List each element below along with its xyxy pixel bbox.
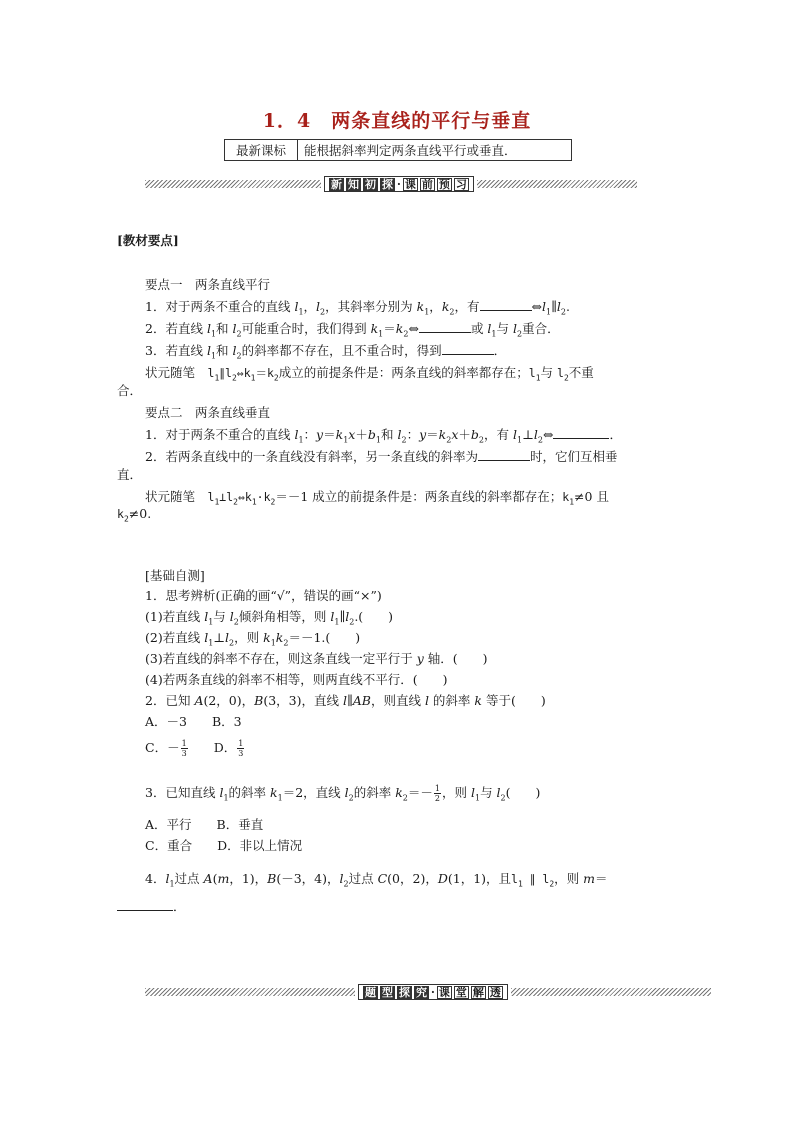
- banner-char: 预: [438, 177, 450, 191]
- q4-stem: 4．$l_1$过点 A(m，1)，B(－3，4)，$l_2$过点 C(0，2)，D(1，1)，且$l_1$ ∥ $l_2$，则 m＝: [145, 871, 608, 889]
- banner-char: 究: [416, 985, 427, 999]
- point-one-note: 状元随笔 $l_1\parallel l_2\Leftrightarrow k_1=k_2$成立的前提条件是：两条直线的斜率都存在；$l_1$与 $l_2$不重: [145, 365, 594, 383]
- banner-char: 课: [404, 177, 416, 191]
- curriculum-standard-table: [224, 139, 572, 161]
- point-one-note-cont: 合．: [117, 383, 143, 398]
- q3-option-a[interactable]: A．平行: [145, 817, 192, 832]
- fill-blank: [553, 426, 609, 439]
- banner-char: 探: [399, 985, 410, 999]
- q3-options-cd: [145, 836, 302, 854]
- banner-char: 知: [348, 177, 359, 191]
- q2-option-a[interactable]: A．－3: [145, 714, 187, 729]
- point-two-heading: 要点二 两条直线垂直: [145, 405, 271, 420]
- section-banner-explore: [145, 985, 745, 999]
- point-one-item-2: 2．若直线 $l_1$和 $l_2$可能重合时，我们得到 $k_1=k_2\Leftrightarrow$ 或 $l_1$与 $l_2$重合．: [145, 321, 560, 339]
- banner-hatch-right: [511, 988, 711, 996]
- q3-stem: 3．已知直线 $l_1$的斜率 $k_1=2$，直线 $l_2$的斜率 $k_2=-$ $\frac{1}{2}$ ，则 $l_1$与 $l_2$( ): [145, 784, 541, 803]
- q2-option-d[interactable]: D． $\frac{1}{3}$: [213, 739, 244, 758]
- banner-label: [324, 176, 474, 192]
- fill-blank: [117, 898, 173, 911]
- banner-dot: ·: [397, 177, 401, 191]
- self-test-heading: [基础自测]: [145, 568, 205, 583]
- point-one-item-3: 3．若直线 $l_1$和 $l_2$的斜率都不存在，且不重合时，得到 ．: [145, 343, 507, 361]
- banner-char: 新: [331, 177, 342, 191]
- standard-label: 最新课标: [225, 140, 298, 160]
- q1-item-4: (4)若两条直线的斜率不相等，则两直线不平行．( ): [145, 672, 448, 687]
- section-heading: [教材要点]: [117, 233, 179, 248]
- fill-blank: [419, 320, 471, 333]
- q3-option-c[interactable]: C．重合: [145, 838, 193, 853]
- banner-char: 堂: [455, 985, 467, 999]
- q3-options-ab: [145, 815, 263, 833]
- q2-options-cd: [145, 738, 245, 758]
- banner-hatch-left: [145, 988, 355, 996]
- point-one-item-1: 1．对于两条不重合的直线 $l_1$，$l_2$，其斜率分别为 $k_1$，$k_2$，有 $\Leftrightarrow l_1\parallel l_2$.: [145, 299, 570, 317]
- q2-option-b[interactable]: B．3: [212, 714, 242, 729]
- banner-dot: ·: [431, 985, 435, 999]
- fill-blank: [478, 448, 530, 461]
- page-title: 1．4 两条直线的平行与垂直: [262, 110, 532, 132]
- banner-char: 透: [489, 985, 501, 999]
- point-two-item-2-cont: 直．: [117, 467, 143, 482]
- banner-char: 解: [472, 985, 484, 999]
- point-two-note: 状元随笔 $l_1\perp l_2\Leftrightarrow k_1\cdot k_2=-1$ 成立的前提条件是：两条直线的斜率都存在；$k_1\ne 0$ 且: [145, 489, 609, 507]
- banner-char: 型: [382, 985, 393, 999]
- banner-char: 探: [382, 177, 393, 191]
- q4-blank-line: ．: [117, 897, 186, 915]
- banner-char: 题: [365, 985, 376, 999]
- banner-char: 前: [421, 177, 433, 191]
- point-two-item-1: 1．对于两条不重合的直线 $l_1$：$y=k_1x+b_1$和 $l_2$：$y=k_2x+b_2$，有 $l_1\perp l_2\Leftrightarrow$ ．: [145, 427, 622, 445]
- point-one-heading: 要点一 两条直线平行: [145, 277, 271, 292]
- q3-option-d[interactable]: D．非以上情况: [217, 838, 303, 853]
- section-banner-preview: [145, 177, 645, 191]
- banner-hatch-right: [477, 180, 637, 188]
- q1-intro: 1．思考辨析(正确的画“√”，错误的画“×”): [145, 588, 382, 603]
- point-two-note-cont: $k_2\ne 0$.: [117, 506, 152, 524]
- q1-item-1: (1)若直线 $l_1$与 $l_2$倾斜角相等，则 $l_1\parallel l_2$.( ): [145, 609, 394, 627]
- banner-char: 课: [438, 985, 450, 999]
- banner-hatch-left: [145, 180, 321, 188]
- q1-item-3: (3)若直线的斜率不存在，则这条直线一定平行于 y 轴．( ): [145, 651, 488, 666]
- fill-blank: [442, 342, 494, 355]
- point-two-item-2: 2．若两条直线中的一条直线没有斜率，另一条直线的斜率为 时，它们互相垂: [145, 449, 618, 464]
- q1-item-2: (2)若直线 $l_1\perp l_2$，则 $k_1k_2=-1$.( ): [145, 630, 361, 648]
- banner-label: [358, 984, 508, 1000]
- q3-option-b[interactable]: B．垂直: [216, 817, 264, 832]
- banner-char: 初: [365, 177, 376, 191]
- banner-char: 习: [455, 177, 467, 191]
- q2-stem: 2．已知 A(2，0)，B(3，3)，直线 l∥AB，则直线 l 的斜率 k 等于( ): [145, 693, 546, 708]
- q2-option-c[interactable]: C．－ $\frac{1}{3}$: [145, 739, 187, 758]
- fill-blank: [480, 298, 532, 311]
- standard-text: 能根据斜率判定两条直线平行或垂直．: [304, 143, 517, 158]
- q2-options-ab: [145, 712, 242, 730]
